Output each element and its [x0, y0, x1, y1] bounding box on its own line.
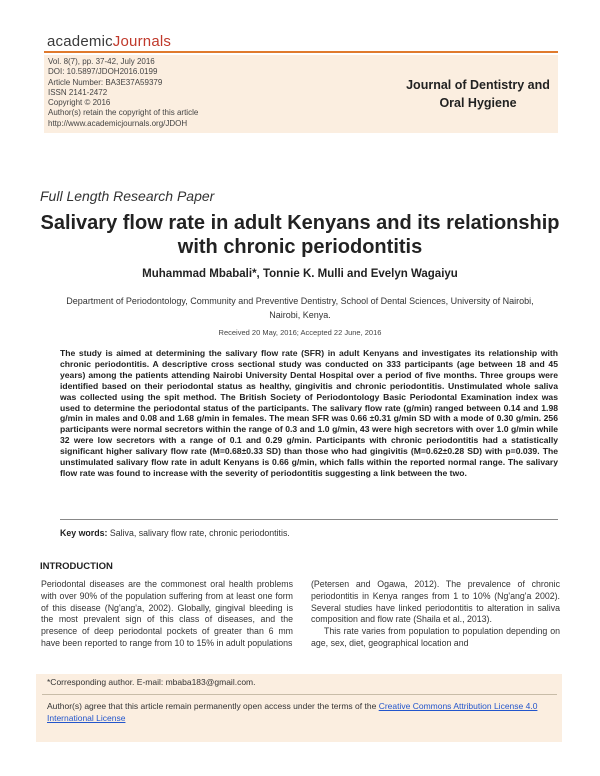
journal-name [395, 76, 561, 112]
copyright-retain-line: Author(s) retain the copyright of this article [48, 108, 199, 118]
license-text: Author(s) agree that this article remain permanently open access under the terms of the [47, 701, 377, 711]
article-type: Full Length Research Paper [40, 188, 215, 204]
article-metadata [48, 57, 198, 129]
logo-academic: academic [47, 33, 113, 50]
doi-line: DOI: 10.5897/JDOH2016.0199 [48, 67, 158, 77]
received-dates: Received 20 May, 2016; Accepted 22 June, 2016 [218, 328, 382, 337]
intro-column-right [311, 579, 560, 650]
authors: Muhammad Mbabali*, Tonnie K. Mulli and Evelyn Wagaiyu [142, 268, 458, 280]
title-line2: with chronic periodontitis [177, 236, 423, 258]
intro-paragraph: This rate varies from population to population depending on age, sex, diet, geographical location and [311, 626, 560, 648]
title-line1: Salivary flow rate in adult Kenyans and its relationship [40, 212, 560, 234]
affiliation-line2: Nairobi, Kenya. [269, 310, 331, 320]
affiliation [50, 294, 550, 322]
keywords-label: Key words: [60, 528, 108, 538]
header-divider [44, 51, 558, 53]
keywords-value: Saliva, salivary flow rate, chronic periodontitis. [109, 528, 290, 538]
issn-line: ISSN 2141-2472 [48, 87, 108, 97]
license-link[interactable]: Creative Commons Attribution License 4.0 International License [47, 701, 538, 723]
article-title [30, 211, 570, 259]
publisher-logo [47, 33, 171, 50]
intro-paragraph: (Petersen and Ogawa, 2012). The prevalence of chronic periodontitis in Kenya ranges from 1 to 10% (Ng'ang'a 2002). Several studies have linked periodontitis to alteration in saliva composition and flow rate (Shaila et al., 2013). [311, 579, 560, 625]
introduction-heading: INTRODUCTION [40, 561, 113, 572]
license-note [47, 701, 552, 724]
journal-name-line2: Oral Hygiene [439, 96, 517, 110]
volume-line: Vol. 8(7), pp. 37-42, July 2016 [48, 57, 155, 66]
footnote-divider [42, 694, 557, 695]
keywords [60, 528, 290, 538]
journal-url[interactable]: http://www.academicjournals.org/JDOH [48, 118, 188, 128]
intro-paragraph: Periodontal diseases are the commonest oral health problems with over 90% of the population suffering from at least one form of this disease (Ng'ang'a, 2002). Globally, gingival bleeding is the most prevalent sign of this class of diseases, and the presence of deep periodontal pockets of greater than 6 mm have been reported to range from 10 to 15% in adult populations [41, 579, 293, 648]
corresponding-author: *Corresponding author. E-mail: mbaba183@gmail.com. [47, 677, 256, 687]
intro-column-left [41, 579, 293, 650]
logo-journals: Journals [112, 33, 172, 50]
affiliation-line1: Department of Periodontology, Community and Preventive Dentistry, School of Dental Sciences, University of Nairobi, [66, 296, 534, 306]
abstract-divider [60, 519, 558, 520]
copyright-line: Copyright © 2016 [48, 98, 111, 108]
article-number-line: Article Number: BA3E37A59379 [48, 77, 163, 87]
abstract: The study is aimed at determining the salivary flow rate (SFR) in adult Kenyans and investigates its relationship with chronic periodontitis. A descriptive cross sectional study was conducted on 333 participants (age between 18 and 45 years) among the patients attending Nairobi University Dental Hospital over a period of five months. Three groups were identified based on their periodontal status as healthy, gingivitis and chronic periodontitis. Unstimulated whole saliva was collected using the spit method. The British Society of Periodontology Basic Periodontal Examination index was used to determine the periodontal status of the participants. The salivary flow rate (g/min) ranged between 0.14 and 1.98 g/min in males and 0.08 and 1.68 g/min in females. The mean SFR was 0.66 ±0.31 g/min SD with a mode of 0.30 g/min. 256 participants were normal secretors within the range of 0.3 and 1.0 g/min, 43 were high secretors with over 1.0 g/min while 32 were low secretors with a range of 0.1 and 0.29 g/min. Participants with chronic periodontitis had a statistically significant higher salivary flow rate (M=0.68±0.33 SD) than those who had gingivitis (M=0.62±0.28 SD) with p=0.039. The unstimulated salivary flow rate in adult Kenyans is 0.66 g/min, which falls within the reported normal range. The salivary flow rate was found to increase with the severity of periodontitis suggesting a link between the two. [60, 348, 558, 478]
journal-name-line1: Journal of Dentistry and [406, 78, 550, 92]
